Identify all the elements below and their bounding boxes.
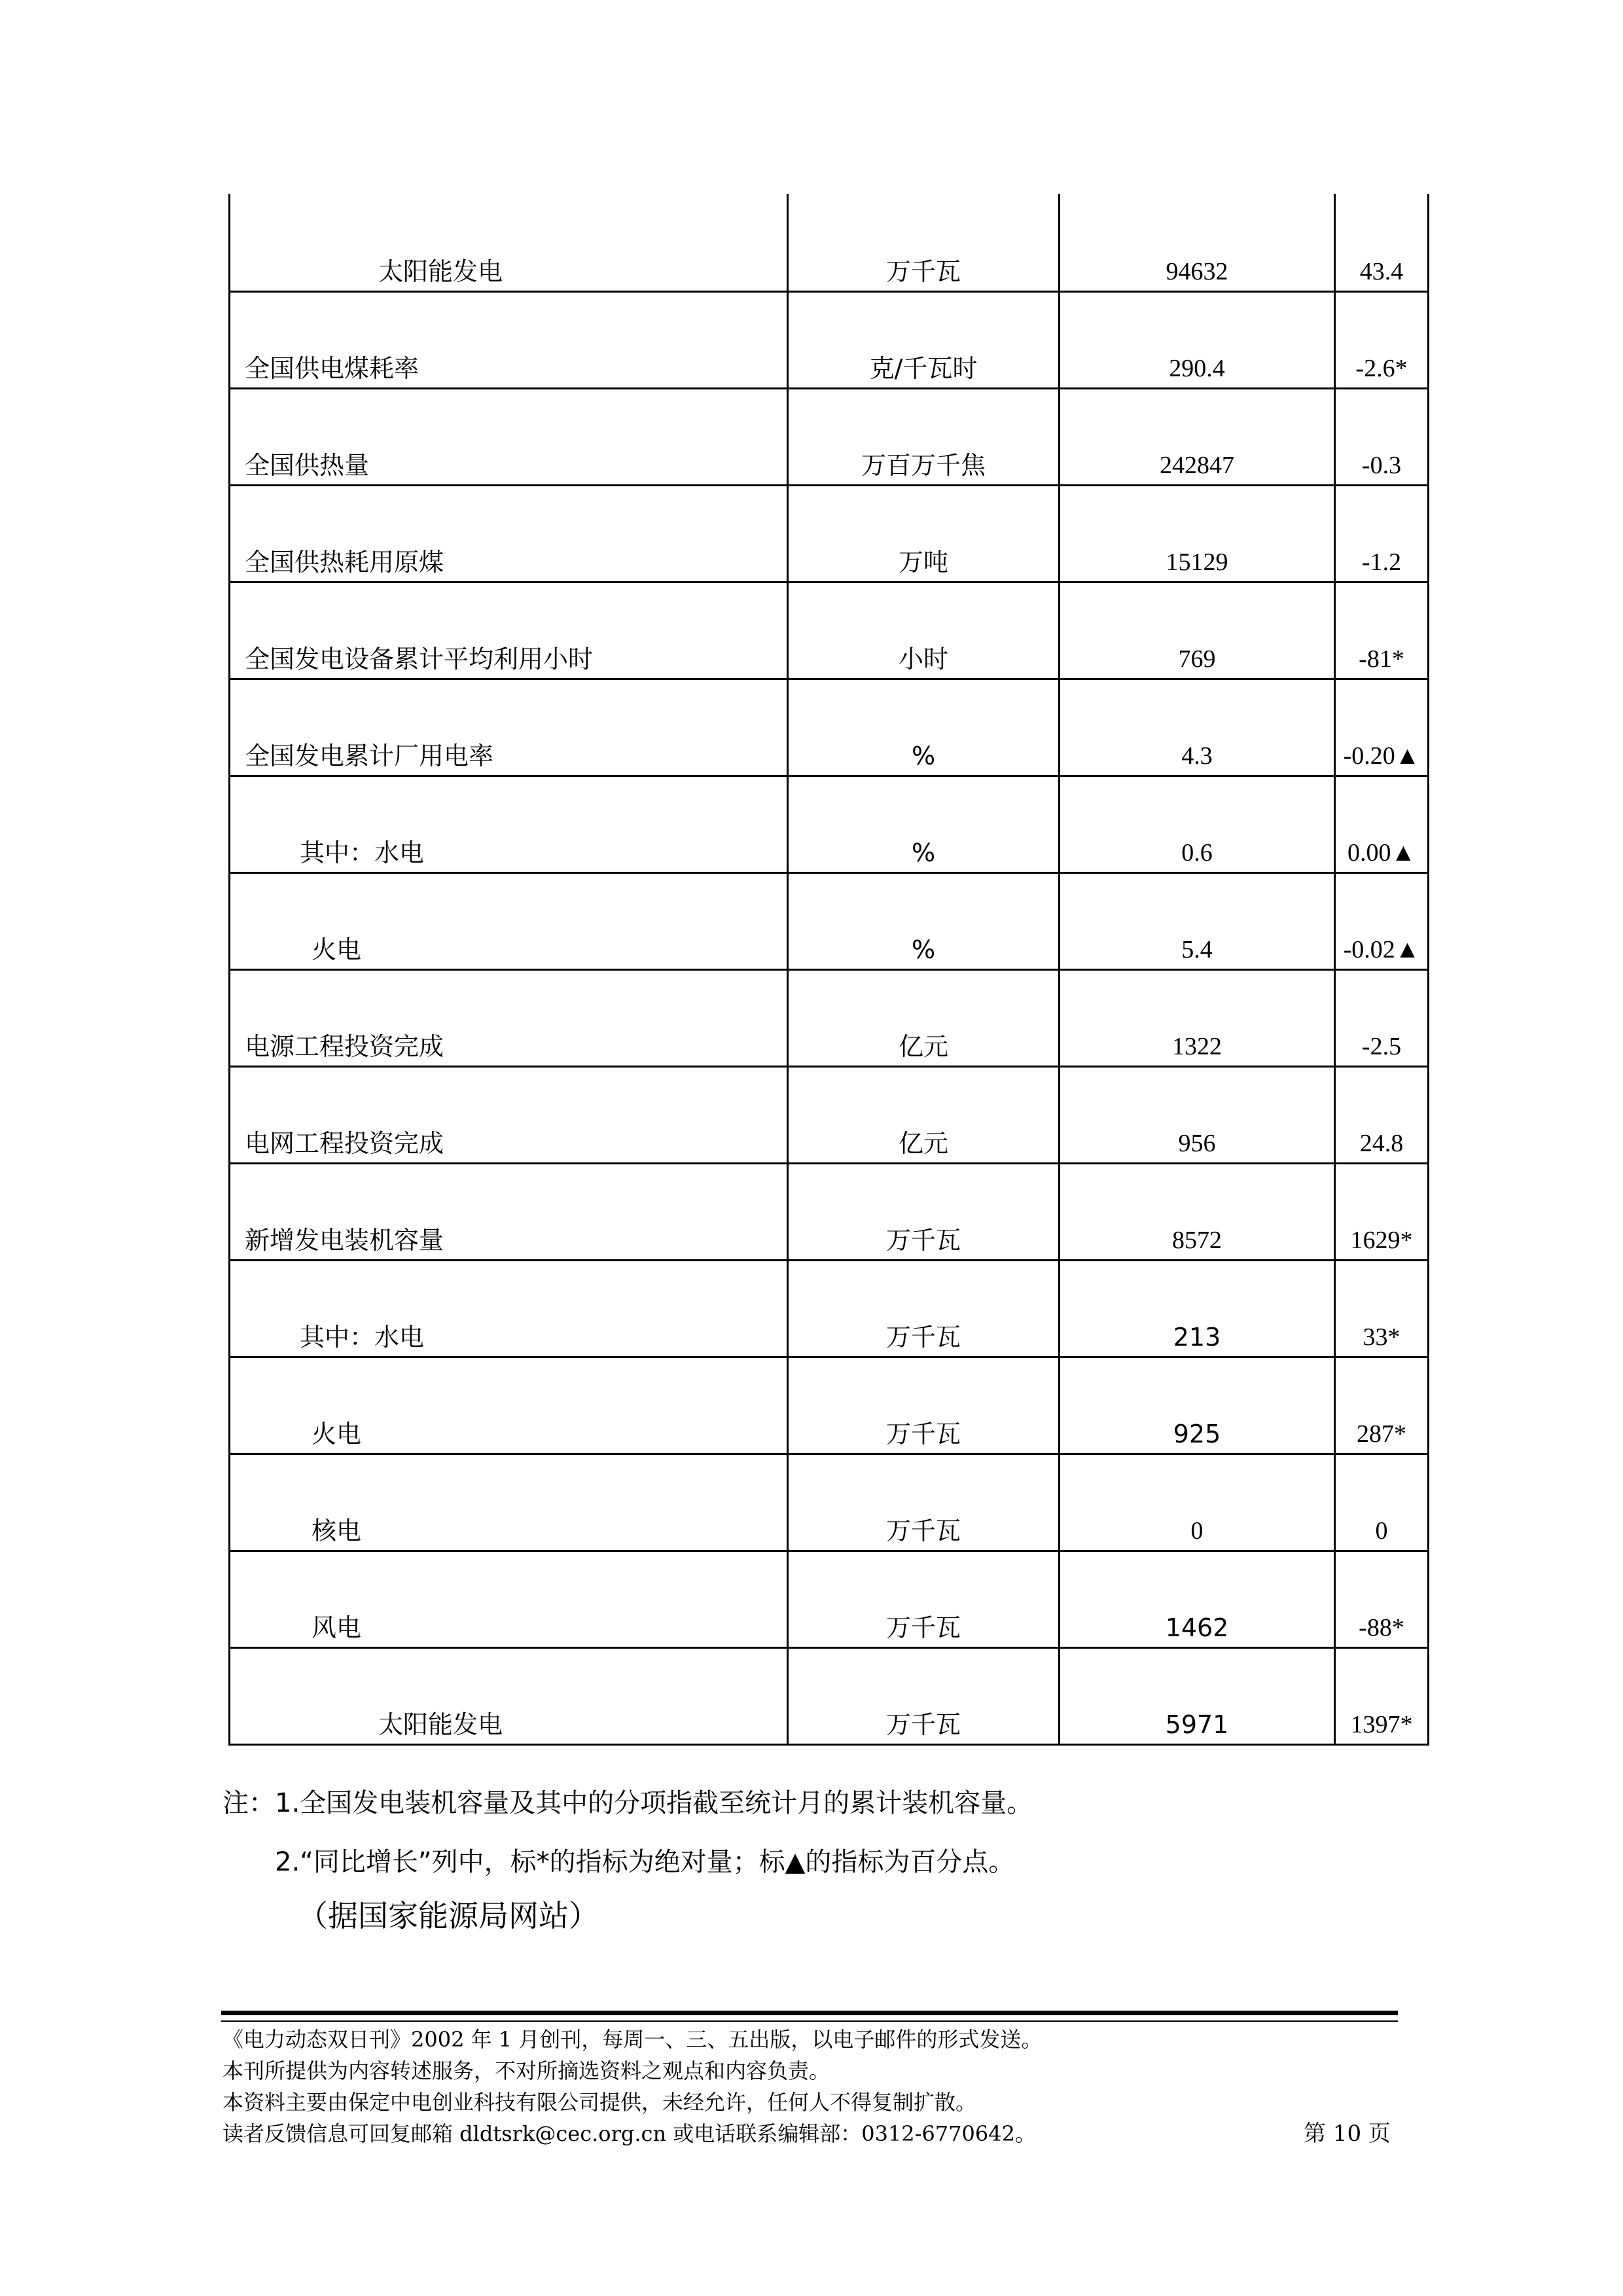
- table-row: [230, 873, 1429, 970]
- yoy-growth-cell: -0.02▲: [1335, 873, 1429, 970]
- table-row: [230, 1648, 1429, 1745]
- value-cell: 956: [1060, 1067, 1335, 1164]
- value-cell: 5971: [1060, 1648, 1335, 1745]
- unit-cell: 万千瓦: [788, 1648, 1060, 1745]
- table-row: [230, 1357, 1429, 1454]
- unit-cell: 小时: [788, 583, 1060, 679]
- yoy-growth-cell: -88*: [1335, 1551, 1429, 1648]
- indicator-name-cell: 电网工程投资完成: [230, 1067, 788, 1164]
- indicator-name-cell: 太阳能发电: [230, 1648, 788, 1745]
- yoy-growth-cell: -1.2: [1335, 486, 1429, 583]
- unit-cell: %: [788, 873, 1060, 970]
- page-number: 第 10 页: [1304, 2121, 1391, 2147]
- indicator-name-cell: 风电: [230, 1551, 788, 1648]
- table-row: [230, 776, 1429, 873]
- table-row: [230, 1551, 1429, 1648]
- value-cell: 5.4: [1060, 873, 1335, 970]
- indicator-name-cell: 火电: [230, 1357, 788, 1454]
- value-cell: 1322: [1060, 970, 1335, 1067]
- table-row: [230, 1067, 1429, 1164]
- unit-cell: 万千瓦: [788, 1357, 1060, 1454]
- indicator-name-cell: 太阳能发电: [230, 194, 788, 292]
- indicator-name-cell: 核电: [230, 1454, 788, 1551]
- value-cell: 94632: [1060, 194, 1335, 292]
- value-cell: 769: [1060, 583, 1335, 679]
- table-row: [230, 679, 1429, 776]
- value-cell: 290.4: [1060, 292, 1335, 389]
- table-row: [230, 292, 1429, 389]
- unit-cell: 万千瓦: [788, 1454, 1060, 1551]
- unit-cell: 万千瓦: [788, 1261, 1060, 1357]
- value-cell: 0.6: [1060, 776, 1335, 873]
- table-row: [230, 970, 1429, 1067]
- table-row: [230, 583, 1429, 679]
- footer-line-1: 《电力动态双日刊》2002 年 1 月创刊，每周一、三、五出版，以电子邮件的形式发送。: [223, 2027, 1043, 2052]
- yoy-growth-cell: -2.5: [1335, 970, 1429, 1067]
- indicator-name-cell: 全国发电设备累计平均利用小时: [230, 583, 788, 679]
- table-row: [230, 486, 1429, 583]
- source-attribution: （据国家能源局网站）: [298, 1899, 599, 1933]
- value-cell: 925: [1060, 1357, 1335, 1454]
- footer-rule-thin: [221, 2020, 1398, 2022]
- table-row: [230, 1261, 1429, 1357]
- yoy-growth-cell: 43.4: [1335, 194, 1429, 292]
- indicator-name-cell: 全国供热耗用原煤: [230, 486, 788, 583]
- unit-cell: 克/千瓦时: [788, 292, 1060, 389]
- value-cell: 15129: [1060, 486, 1335, 583]
- table-body: [230, 194, 1429, 1745]
- value-cell: 213: [1060, 1261, 1335, 1357]
- unit-cell: 亿元: [788, 1067, 1060, 1164]
- value-cell: 1462: [1060, 1551, 1335, 1648]
- table-row: [230, 194, 1429, 292]
- indicator-name-cell: 全国发电累计厂用电率: [230, 679, 788, 776]
- indicator-name-cell: 全国供电煤耗率: [230, 292, 788, 389]
- value-cell: 8572: [1060, 1164, 1335, 1261]
- table-row: [230, 1454, 1429, 1551]
- indicator-name-cell: 电源工程投资完成: [230, 970, 788, 1067]
- indicator-name-cell: 其中：水电: [230, 1261, 788, 1357]
- indicator-name-cell: 其中：水电: [230, 776, 788, 873]
- unit-cell: 万千瓦: [788, 1551, 1060, 1648]
- footer-rule-thick: [221, 2011, 1398, 2015]
- value-cell: 0: [1060, 1454, 1335, 1551]
- indicator-name-cell: 新增发电装机容量: [230, 1164, 788, 1261]
- yoy-growth-cell: 287*: [1335, 1357, 1429, 1454]
- yoy-growth-cell: 0.00▲: [1335, 776, 1429, 873]
- indicator-name-cell: 火电: [230, 873, 788, 970]
- yoy-growth-cell: 1629*: [1335, 1164, 1429, 1261]
- unit-cell: 亿元: [788, 970, 1060, 1067]
- yoy-growth-cell: -81*: [1335, 583, 1429, 679]
- indicator-name-cell: 全国供热量: [230, 389, 788, 486]
- footer-line-2: 本刊所提供为内容转述服务，不对所摘选资料之观点和内容负责。: [223, 2058, 830, 2083]
- yoy-growth-cell: -2.6*: [1335, 292, 1429, 389]
- footer-line-3: 本资料主要由保定中电创业科技有限公司提供，未经允许，任何人不得复制扩散。: [223, 2090, 977, 2115]
- yoy-growth-cell: -0.3: [1335, 389, 1429, 486]
- statistics-table: [228, 194, 1429, 1746]
- yoy-growth-cell: 24.8: [1335, 1067, 1429, 1164]
- yoy-growth-cell: 33*: [1335, 1261, 1429, 1357]
- unit-cell: 万百万千焦: [788, 389, 1060, 486]
- unit-cell: %: [788, 679, 1060, 776]
- value-cell: 242847: [1060, 389, 1335, 486]
- unit-cell: %: [788, 776, 1060, 873]
- note-2: 2.“同比增长”列中，标*的指标为绝对量；标▲的指标为百分点。: [275, 1847, 1015, 1877]
- unit-cell: 万千瓦: [788, 1164, 1060, 1261]
- table-row: [230, 389, 1429, 486]
- value-cell: 4.3: [1060, 679, 1335, 776]
- footer-line-4: 读者反馈信息可回复邮箱 dldtsrk@cec.org.cn 或电话联系编辑部：0312-6770642。: [223, 2121, 1036, 2146]
- note-1: 注：1.全国发电装机容量及其中的分项指截至统计月的累计装机容量。: [223, 1788, 1033, 1818]
- unit-cell: 万吨: [788, 486, 1060, 583]
- unit-cell: 万千瓦: [788, 194, 1060, 292]
- yoy-growth-cell: 0: [1335, 1454, 1429, 1551]
- yoy-growth-cell: 1397*: [1335, 1648, 1429, 1745]
- table-row: [230, 1164, 1429, 1261]
- yoy-growth-cell: -0.20▲: [1335, 679, 1429, 776]
